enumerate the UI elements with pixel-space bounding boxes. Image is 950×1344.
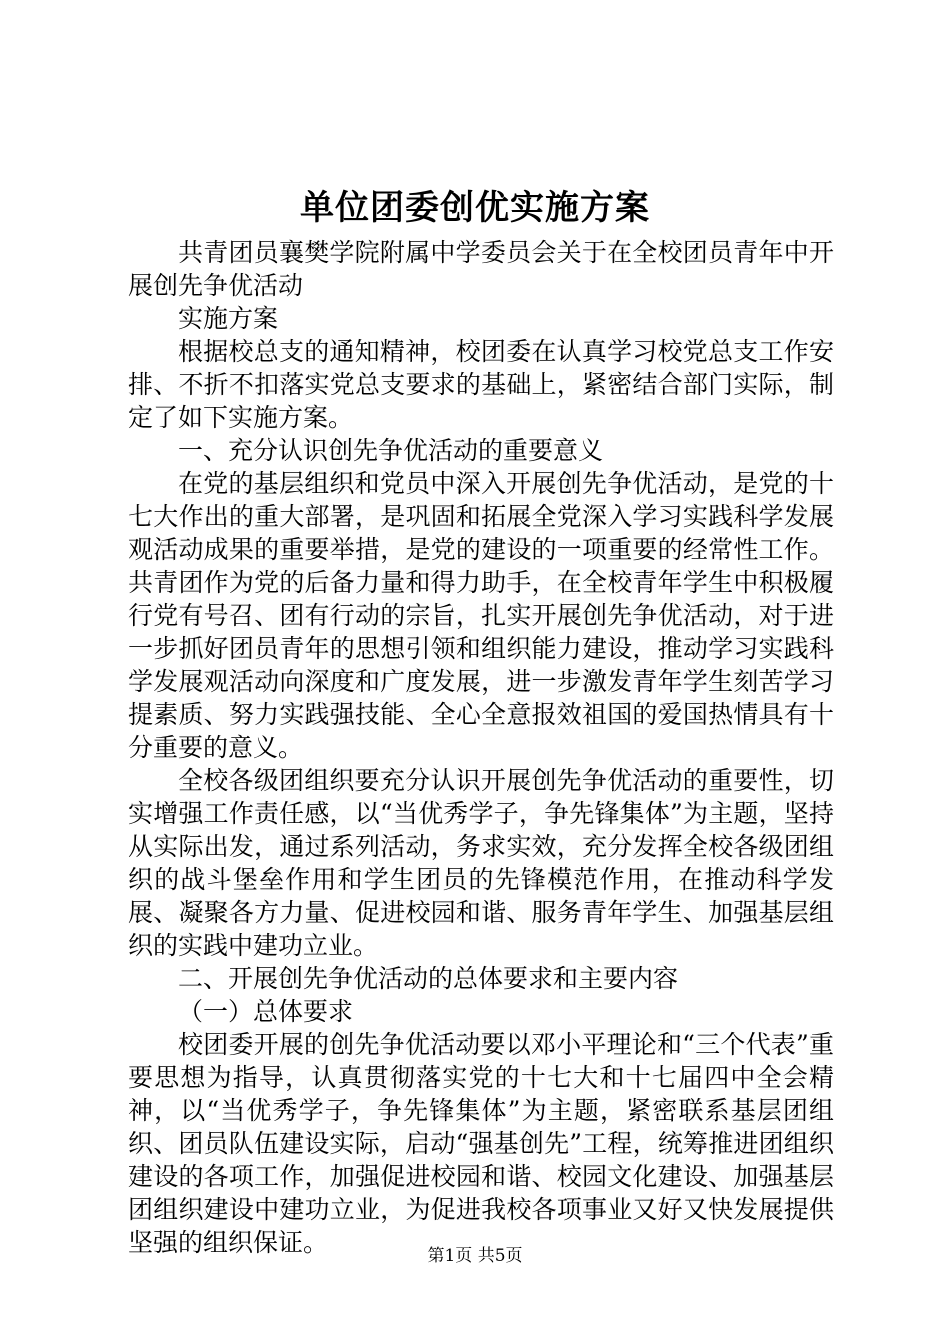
paragraph-requirements: 全校各级团组织要充分认识开展创先争优活动的重要性，切实增强工作责任感，以“当优秀学子，争先锋集体”为主题，坚持从实际出发，通过系列活动，务求实效，充分发挥全校各级团组织的战斗堡垒作用和学生团员的先锋模范作用，在推动科学发展、凝聚各方力量、促进校园和谐、服务青年学生、加强基层组织的实践中建功立业。 [128, 766, 834, 960]
section-heading-1: 一、充分认识创先争优活动的重要意义 [178, 436, 604, 465]
paragraph-overall: 校团委开展的创先争优活动要以邓小平理论和“三个代表”重要思想为指导，认真贯彻落实党的十七大和十七届四中全会精神，以“当优秀学子，争先锋集体”为主题，紧密联系基层团组织、团员队伍建设实际，启动“强基创先”工程，统筹推进团组织建设的各项工作，加强促进校园和谐、校园文化建设、加强基层团组织建设中建功立业，为促进我校各项事业又好又快发展提供坚强的组织保证。 [128, 1030, 834, 1257]
paragraph-subtitle: 实施方案 [178, 304, 279, 333]
paragraph-intro: 根据校总支的通知精神，校团委在认真学习校党总支工作安排、不折不扣落实党总支要求的基础上，紧密结合部门实际，制定了如下实施方案。 [128, 337, 834, 432]
paragraph-significance: 在党的基层组织和党员中深入开展创先争优活动，是党的十七大作出的重大部署，是巩固和拓展全党深入学习实践科学发展观活动成果的重要举措，是党的建设的一项重要的经常性工作。共青团作为党的后备力量和得力助手，在全校青年学生中积极履行党有号召、团有行动的宗旨，扎实开展创先争优活动，对于进一步抓好团员青年的思想引领和组织能力建设，推动学习实践科学发展观活动向深度和广度发展，进一步激发青年学生刻苦学习提素质、努力实践强技能、全心全意报效祖国的爱国热情具有十分重要的意义。 [128, 469, 834, 762]
document-title: 单位团委创优实施方案 [300, 188, 650, 228]
document-body [128, 236, 834, 1259]
subsection-heading-1: （一）总体要求 [178, 997, 354, 1026]
paragraph-heading-line: 共青团员襄樊学院附属中学委员会关于在全校团员青年中开展创先争优活动 [128, 238, 834, 300]
section-heading-2: 二、开展创先争优活动的总体要求和主要内容 [178, 964, 679, 993]
page-footer: 第1页 共5页 [427, 1246, 523, 1266]
